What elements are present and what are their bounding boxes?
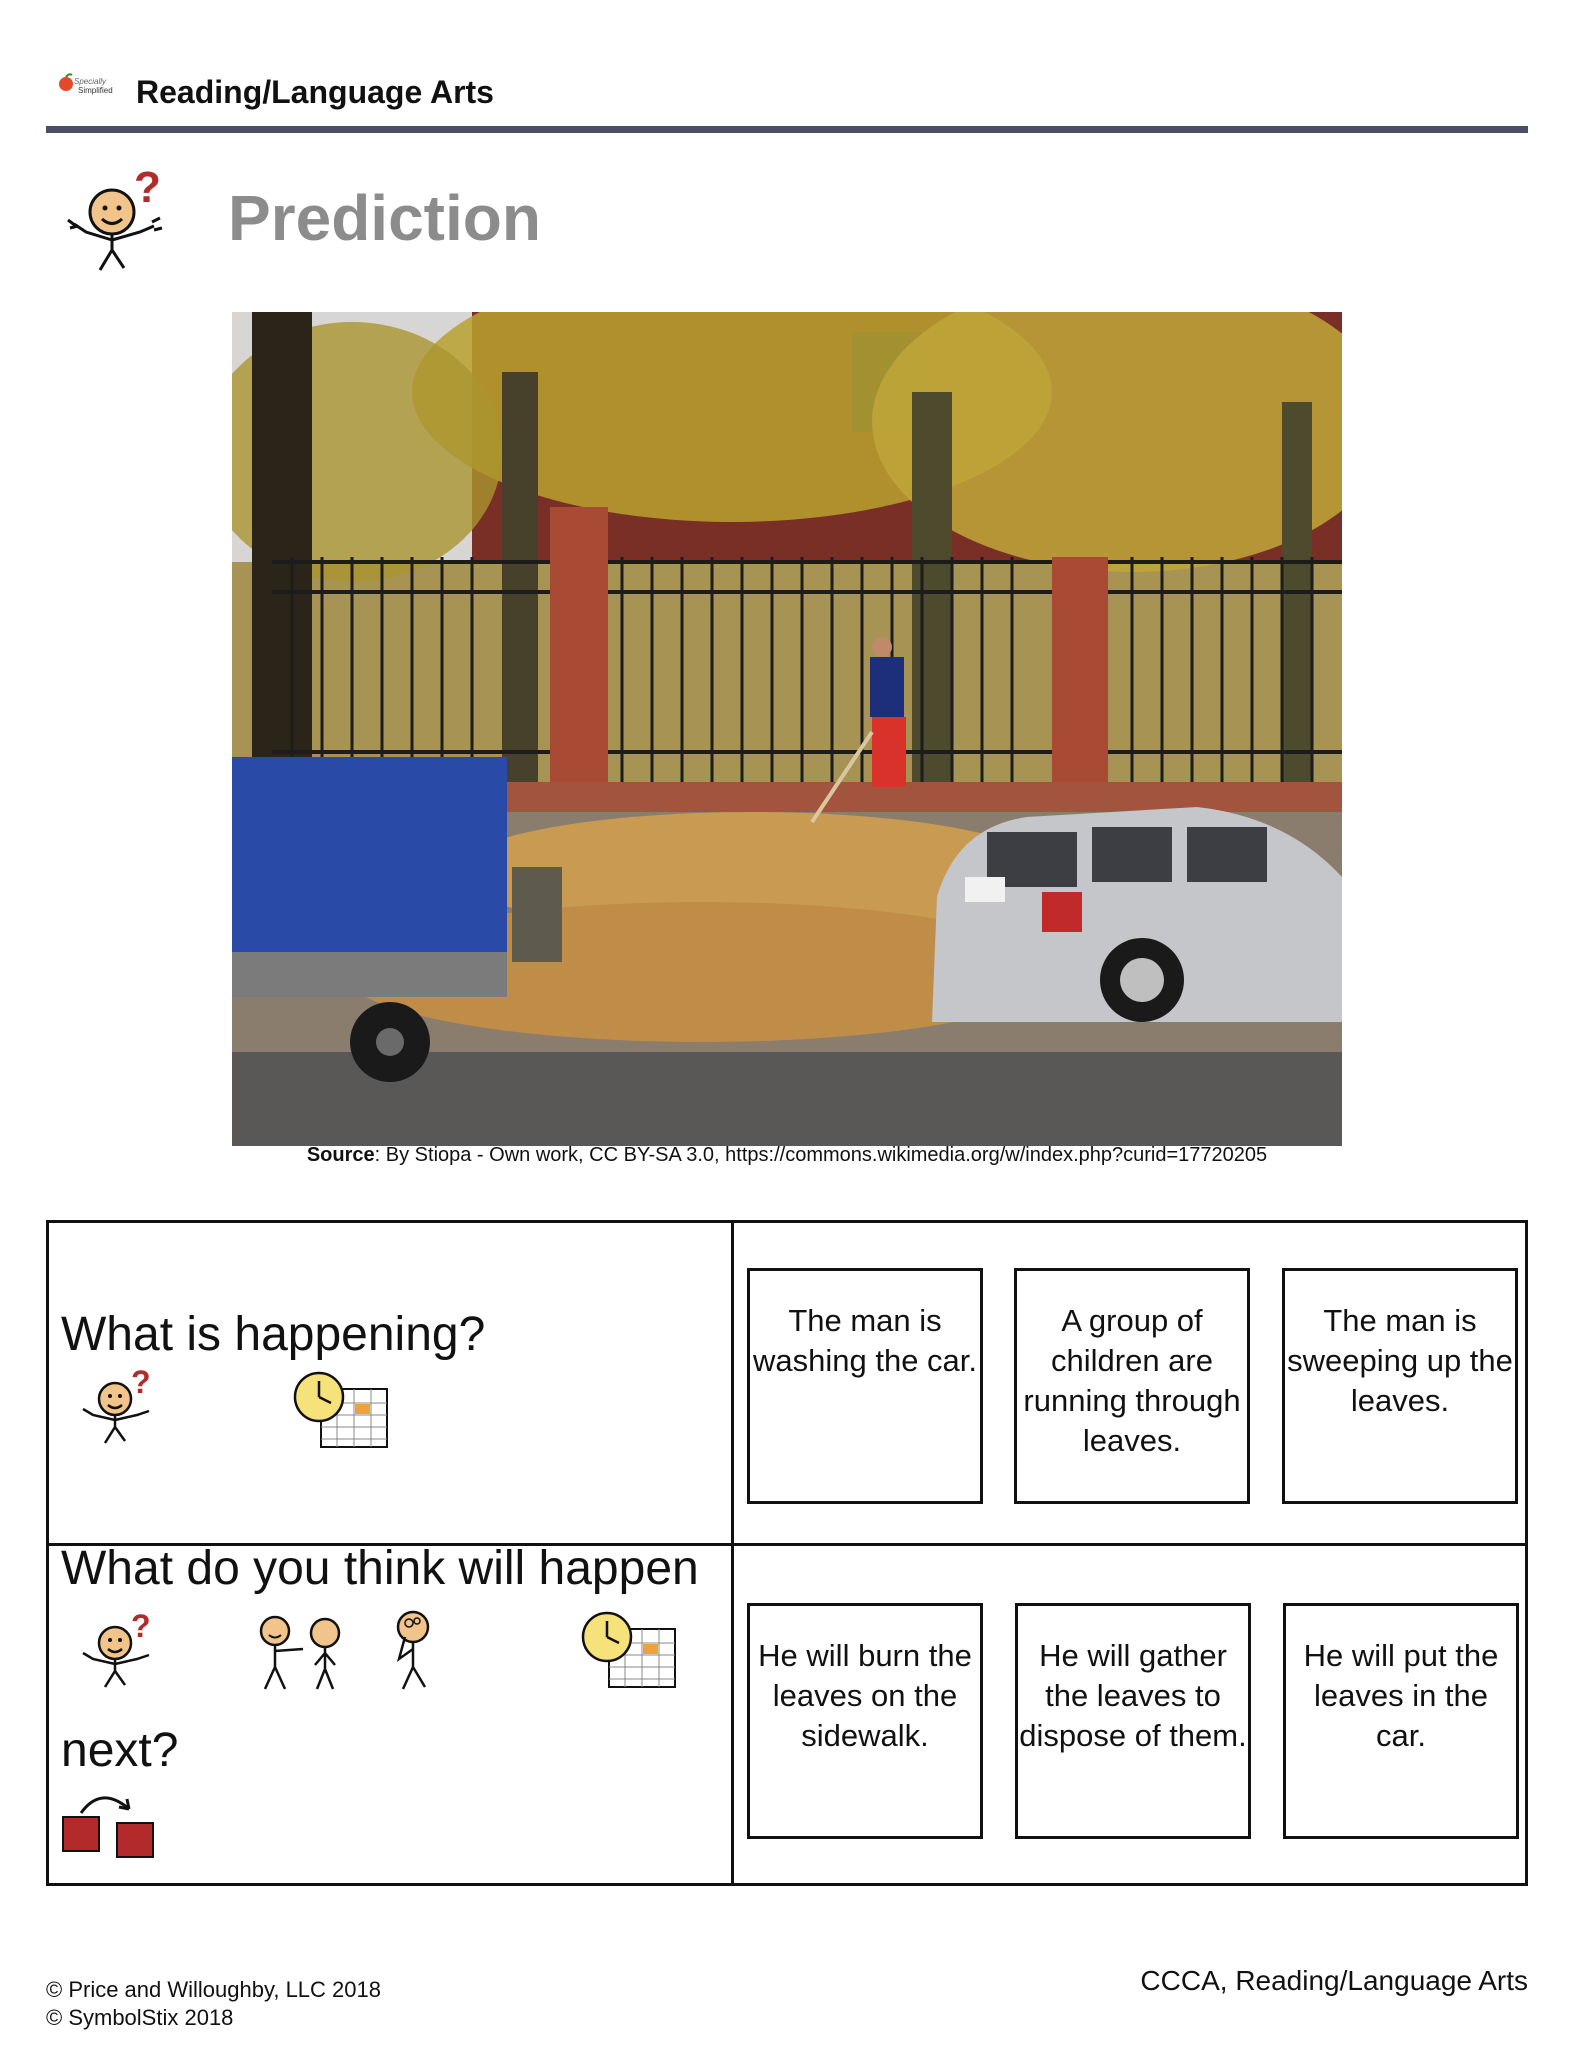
svg-text:?: ?	[131, 1365, 151, 1400]
copyright-line-1: © Price and Willoughby, LLC 2018	[46, 1977, 381, 2002]
question-table	[46, 1220, 1528, 1886]
question-2-text-line2: next?	[61, 1724, 179, 1777]
clock-calendar-icon	[579, 1609, 683, 1700]
you-pointing-icon	[249, 1609, 349, 1698]
next-arrow-icon	[59, 1783, 159, 1864]
answer-option-2a[interactable]: He will burn the leaves on the sidewalk.	[747, 1603, 983, 1839]
answer-option-1b[interactable]: A group of children are running through leaves.	[1014, 1268, 1250, 1504]
question-1-text: What is happening?	[61, 1308, 486, 1361]
publisher-logo	[56, 72, 122, 102]
answer-option-2c[interactable]: He will put the leaves in the car.	[1283, 1603, 1519, 1839]
what-symbol-icon	[71, 1365, 165, 1454]
answer-option-2b[interactable]: He will gather the leaves to dispose of them.	[1015, 1603, 1251, 1839]
header-divider	[46, 126, 1528, 133]
copyright-line-2: © SymbolStix 2018	[46, 2005, 234, 2030]
thinking-person-icon	[54, 162, 174, 278]
svg-text:?: ?	[134, 163, 161, 212]
lesson-title: Prediction	[228, 182, 541, 254]
answer-option-1a[interactable]: The man is washing the car.	[747, 1268, 983, 1504]
think-icon	[383, 1607, 443, 1698]
what-symbol-icon	[71, 1609, 165, 1698]
table-divider-vertical	[731, 1223, 734, 1883]
copyright-notice	[46, 1976, 381, 2032]
svg-text:Specially: Specially	[74, 77, 107, 86]
svg-text:?: ?	[131, 1609, 151, 1644]
answer-option-1c[interactable]: The man is sweeping up the leaves.	[1282, 1268, 1518, 1504]
svg-text:Simplified: Simplified	[78, 86, 113, 95]
scene-photo	[232, 312, 1342, 1146]
course-label: CCCA, Reading/Language Arts	[1140, 1965, 1528, 1996]
photo-credit: Source: By Stiopa - Own work, CC BY-SA 3.0, https://commons.wikimedia.org/w/index.php?curid=17720205	[306, 1144, 1268, 1166]
question-2-text-line1: What do you think will happen	[61, 1542, 699, 1595]
subject-title: Reading/Language Arts	[136, 74, 494, 110]
clock-calendar-icon	[291, 1369, 395, 1460]
